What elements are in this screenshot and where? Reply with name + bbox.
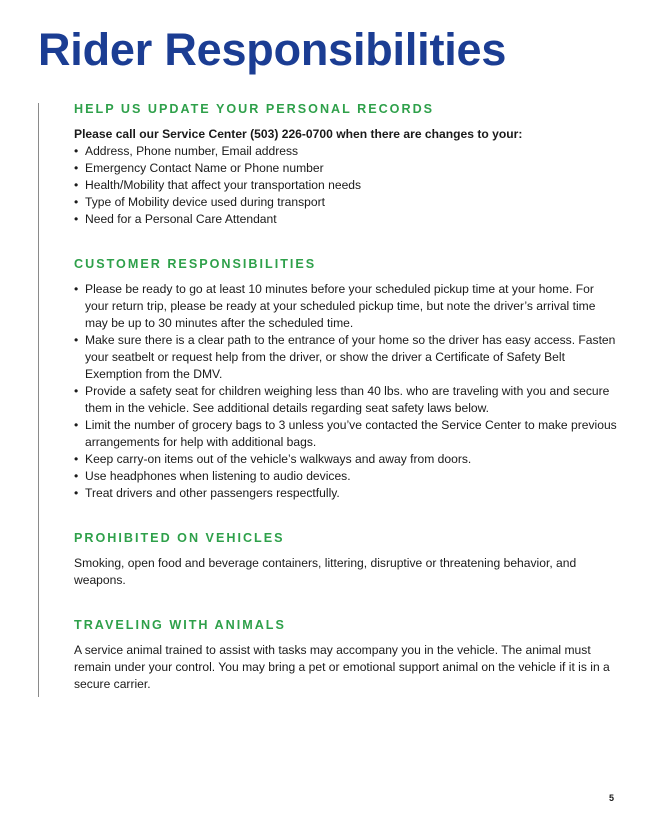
list-item: • Please be ready to go at least 10 minutes before your scheduled pickup time at your home. For your return trip, please be ready at your scheduled pickup time, but note the driver’s arrival time may be up to 30 minutes after the scheduled time. [74,281,619,332]
list-item: • Treat drivers and other passengers respectfully. [74,485,619,502]
page-title: Rider Responsibilities [38,24,507,75]
list-item: • Type of Mobility device used during transport [74,194,619,211]
section-personal-records [74,100,619,228]
list-item: • Emergency Contact Name or Phone number [74,160,619,177]
section-prohibited [74,529,619,589]
customer-list [74,281,619,502]
list-item: • Need for a Personal Care Attendant [74,211,619,228]
left-vertical-rule [38,103,39,697]
list-item: • Limit the number of grocery bags to 3 unless you’ve contacted the Service Center to make previous arrangements for help with additional bags. [74,417,619,451]
section-animals [74,616,619,693]
list-item: • Keep carry-on items out of the vehicle’s walkways and away from doors. [74,451,619,468]
list-item: • Use headphones when listening to audio devices. [74,468,619,485]
records-list [74,143,619,228]
section-heading-prohibited: PROHIBITED ON VEHICLES [74,531,285,545]
prohibited-text: Smoking, open food and beverage containers, littering, disruptive or threatening behavior, and weapons. [74,556,577,587]
section-heading-customer: CUSTOMER RESPONSIBILITIES [74,257,317,271]
list-item: • Make sure there is a clear path to the entrance of your home so the driver has easy access. Fasten your seatbelt or request help from the driver, or show the driver a Certificate of Safety Belt Exemption from the DMV. [74,332,619,383]
page-number: 5 [609,793,615,803]
section-heading-animals: TRAVELING WITH ANIMALS [74,618,286,632]
section-heading-records: HELP US UPDATE YOUR PERSONAL RECORDS [74,102,435,116]
animals-text: A service animal trained to assist with tasks may accompany you in the vehicle. The animal must remain under your control. You may bring a pet or emotional support animal on the vehicle if it is in a secure carrier. [74,643,610,691]
list-item: • Address, Phone number, Email address [74,143,619,160]
section-customer-responsibilities [74,255,619,502]
records-lead-text: Please call our Service Center (503) 226-0700 when there are changes to your: [74,127,523,141]
main-content [74,100,619,693]
list-item: • Provide a safety seat for children weighing less than 40 lbs. who are traveling with you and secure them in the vehicle. See additional details regarding seat safety laws below. [74,383,619,417]
list-item: • Health/Mobility that affect your transportation needs [74,177,619,194]
